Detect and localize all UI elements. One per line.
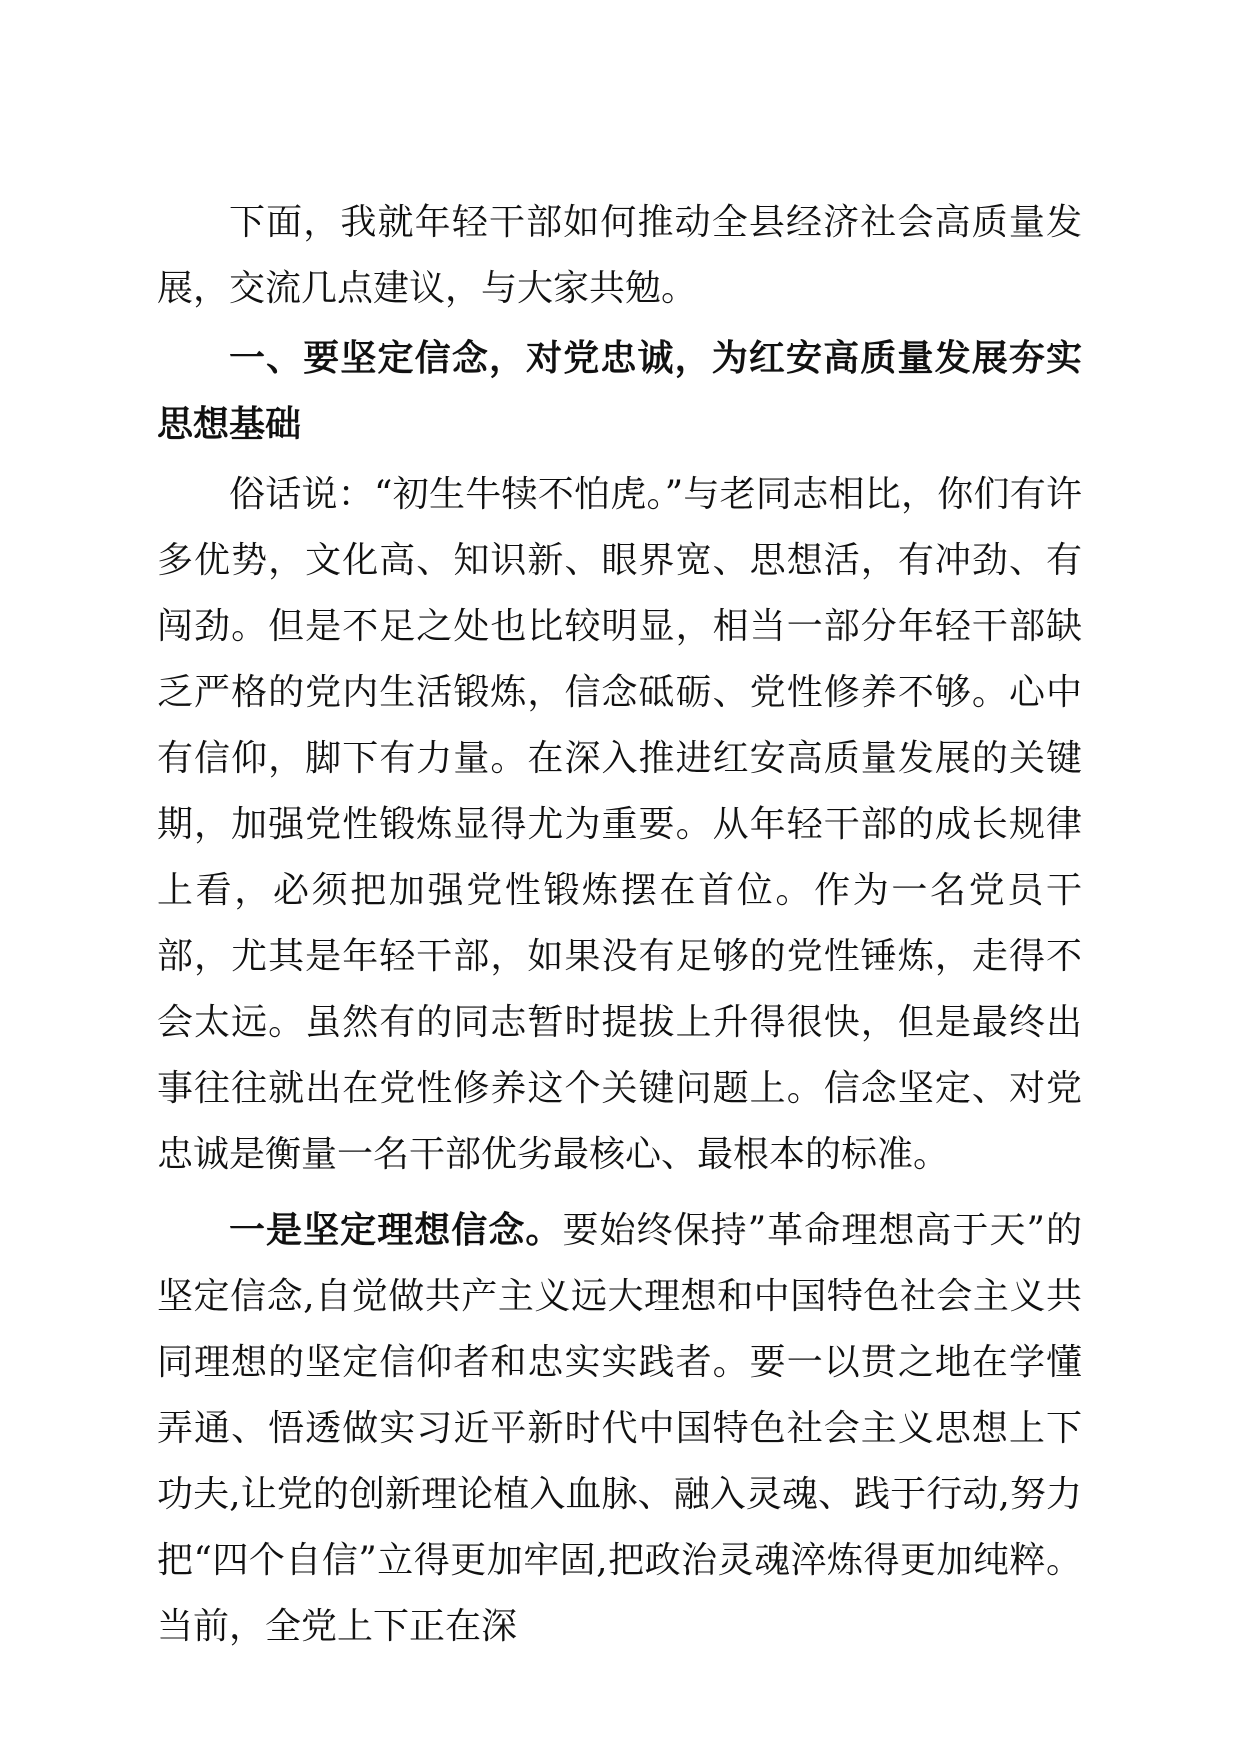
body-paragraph-2 [157, 1198, 1082, 1660]
body-paragraph-1: 俗话说：“初生牛犊不怕虎。”与老同志相比，你们有许多优势，文化高、知识新、眼界宽、思想活，有冲劲、有闯劲。但是不足之处也比较明显，相当一部分年轻干部缺乏严格的党内生活锻炼，信念砥砺、党性修养不够。心中有信仰，脚下有力量。在深入推进红安高质量发展的关键期，加强党性锻炼显得尤为重要。从年轻干部的成长规律上看，必须把加强党性锻炼摆在首位。作为一名党员干部，尤其是年轻干部，如果没有足够的党性锤炼，走得不会太远。虽然有的同志暂时提拔上升得很快，但是最终出事往往就出在党性修养这个关键问题上。信念坚定、对党忠诚是衡量一名干部优劣最核心、最根本的标准。 [157, 474, 1082, 1175]
section-heading: 一、要坚定信念，对党忠诚，为红安高质量发展夯实思想基础 [157, 338, 1082, 445]
paragraph-2-body: 要始终保持”革命理想高于天”的坚定信念,自觉做共产主义远大理想和中国特色社会主义共同理想的坚定信仰者和忠实实践者。要一以贯之地在学懂弄通、悟透做实习近平新时代中国特色社会主义思想上下功夫,让党的创新理论植入血脉、融入灵魂、践于行动,努力把“四个自信”立得更加牢固,把政治灵魂淬炼得更加纯粹。当前，全党上下正在深 [157, 1210, 1082, 1647]
intro-paragraph: 下面，我就年轻干部如何推动全县经济社会高质量发展，交流几点建议，与大家共勉。 [157, 202, 1082, 309]
paragraph-lead-bold: 一是坚定理想信念。 [229, 1210, 563, 1251]
document-page [157, 190, 1082, 1660]
